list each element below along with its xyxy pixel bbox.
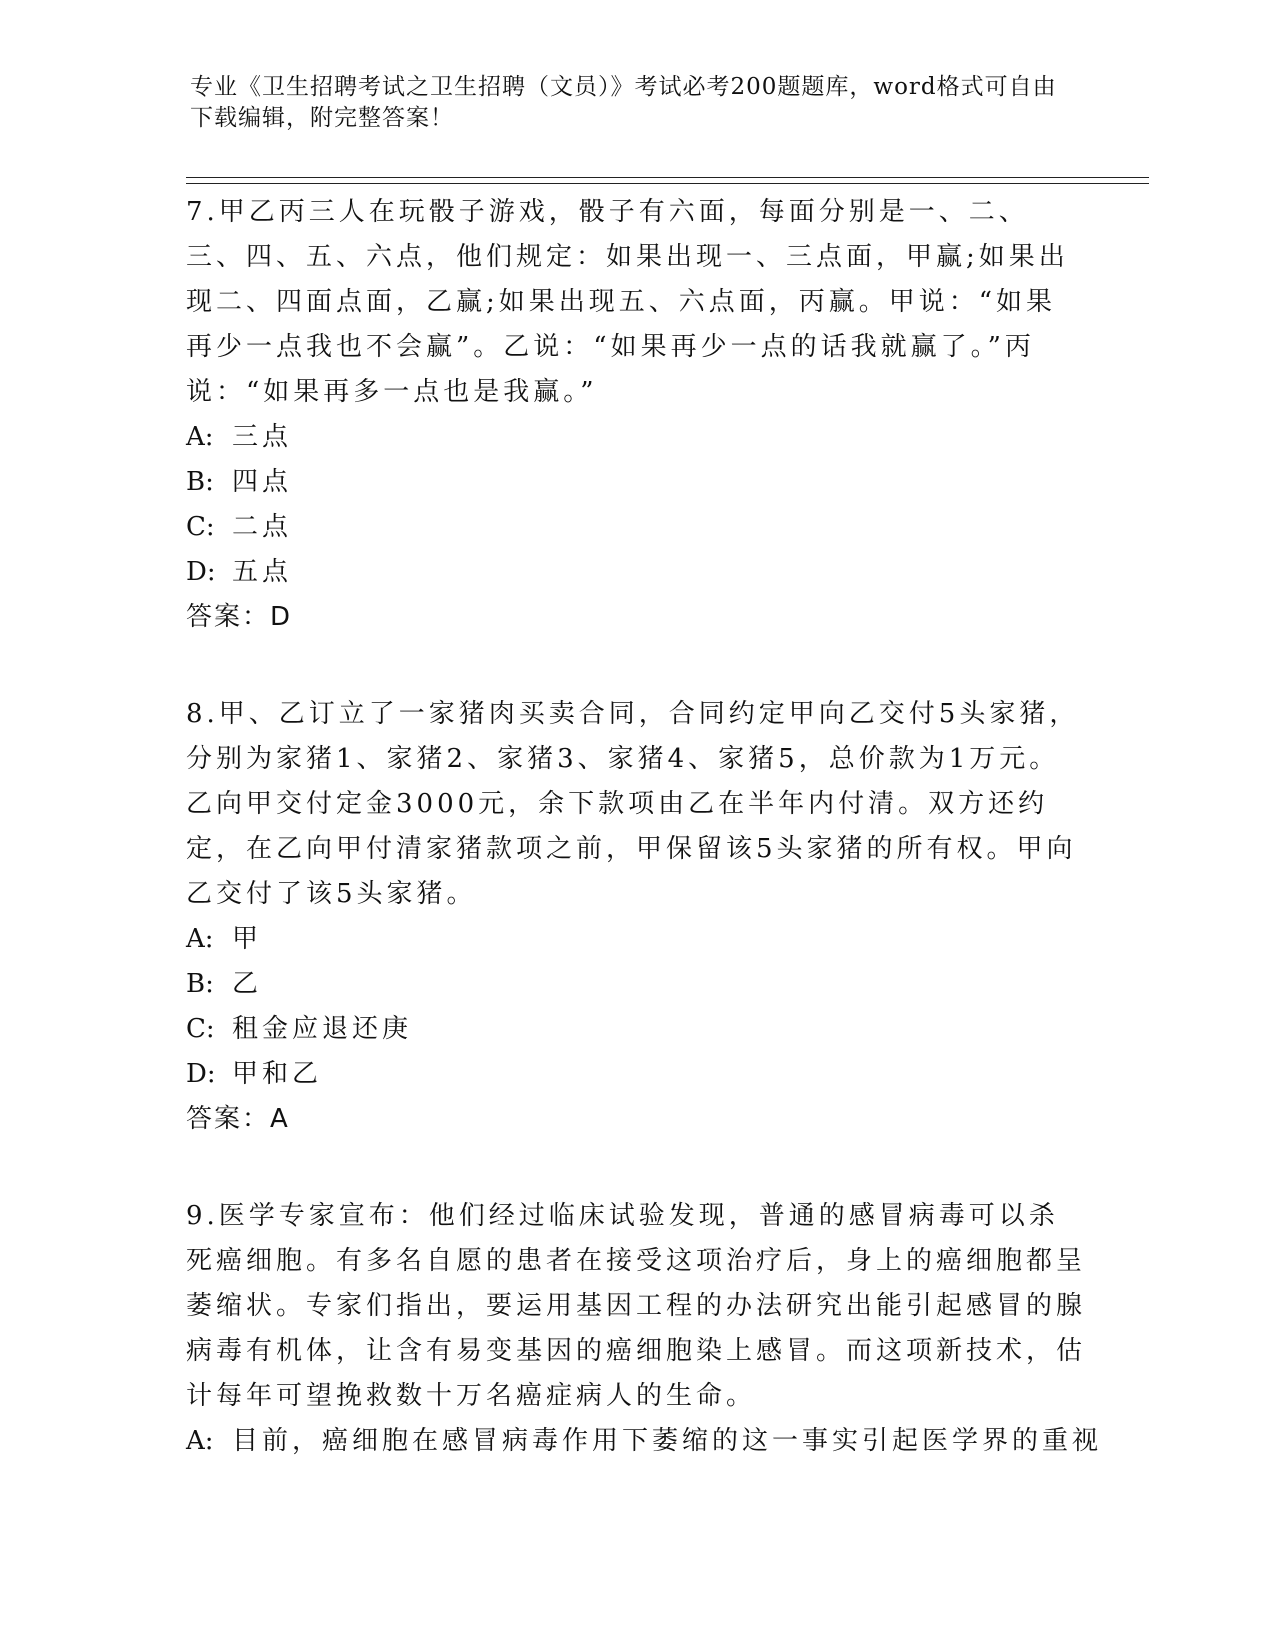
option-b: [186, 962, 1086, 1007]
option-d: [186, 1052, 1086, 1097]
header-divider: [186, 183, 1149, 184]
question-list: [186, 190, 1103, 1464]
question-text: 9.医学专家宣布：他们经过临床试验发现，普通的感冒病毒可以杀死癌细胞。有多名自愿的患者在接受这项治疗后，身上的癌细胞都呈萎缩状。专家们指出，要运用基因工程的办法研究出能引起感冒的腺病毒有机体，让含有易变基因的癌细胞染上感冒。而这项新技术，估计每年可望挽救数十万名癌症病人的生命。: [186, 1201, 1087, 1411]
option-letter: B:: [186, 969, 214, 999]
document-header: 专业《卫生招聘考试之卫生招聘（文员）》考试必考200题题库，word格式可自由下载编辑，附完整答案！: [190, 74, 1057, 131]
option-text: 二点: [232, 512, 293, 542]
option-a: [186, 917, 1086, 962]
option-letter: A:: [186, 422, 214, 452]
option-text: 五点: [232, 557, 293, 587]
option-text: 甲和乙: [232, 1059, 323, 1089]
option-c: [186, 505, 1086, 550]
question-8: [186, 692, 1086, 1142]
answer-line: 答案：D: [186, 602, 293, 632]
option-letter: D:: [186, 1059, 216, 1089]
spacer: [186, 640, 1086, 692]
option-letter: B:: [186, 467, 214, 497]
answer-line: 答案：A: [186, 1104, 290, 1134]
question-7: [186, 190, 1086, 640]
option-text: 乙: [232, 969, 263, 999]
question-text: 7.甲乙丙三人在玩骰子游戏，骰子有六面，每面分别是一、二、三、四、五、六点，他们规定：如果出现一、三点面，甲赢;如果出现二、四面点面，乙赢;如果出现五、六点面，丙赢。甲说：“如果再少一点我也不会赢”。乙说：“如果再少一点的话我就赢了。”丙说：“如果再多一点也是我赢。”: [186, 197, 1069, 407]
option-text: 目前，癌细胞在感冒病毒作用下萎缩的这一事实引起医学界的重视: [232, 1426, 1103, 1456]
option-text: 甲: [232, 924, 263, 954]
option-letter: D:: [186, 557, 216, 587]
option-a: [186, 1419, 1103, 1464]
option-text: 三点: [232, 422, 293, 452]
option-letter: C:: [186, 1014, 215, 1044]
option-letter: A:: [186, 924, 214, 954]
question-text: 8.甲、乙订立了一家猪肉买卖合同，合同约定甲向乙交付5头家猪，分别为家猪1、家猪2、家猪3、家猪4、家猪5，总价款为1万元。乙向甲交付定金3000元，余下款项由乙在半年内付清。双方还约定，在乙向甲付清家猪款项之前，甲保留该5头家猪的所有权。甲向乙交付了该5头家猪。: [186, 699, 1080, 909]
option-letter: A:: [186, 1426, 214, 1456]
question-9: [186, 1194, 1103, 1464]
spacer: [186, 1142, 1086, 1194]
option-b: [186, 460, 1086, 505]
option-text: 四点: [232, 467, 293, 497]
option-text: 租金应退还庚: [232, 1014, 413, 1044]
option-a: [186, 415, 1086, 460]
option-c: [186, 1007, 1086, 1052]
option-d: [186, 550, 1086, 595]
option-letter: C:: [186, 512, 215, 542]
header-divider: [186, 177, 1149, 178]
